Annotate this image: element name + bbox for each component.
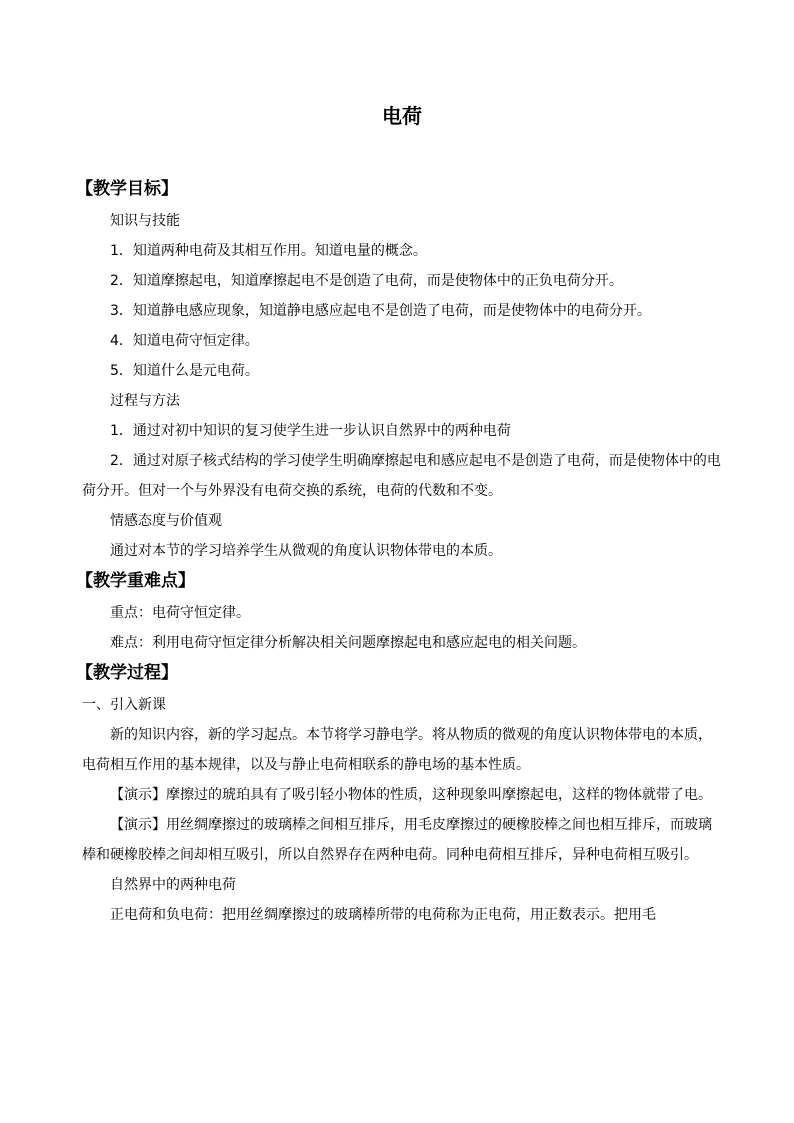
- section-heading-process: 【教学过程】: [76, 663, 178, 683]
- key-point-text: 重点：电荷守恒定律。: [110, 605, 250, 621]
- process-method-item: 1．通过对初中知识的复习使学生进一步认识自然界中的两种电荷: [110, 423, 511, 439]
- demo-text-2: 【演示】用丝绸摩擦过的玻璃棒之间相互排斥，用毛皮摩擦过的硬橡胶棒之间也相互排斥，而玻璃棒和硬橡胶棒之间却相互吸引，所以自然界存在两种电荷。同种电荷相互排斥，异种电荷相互吸引。: [82, 817, 712, 863]
- emotion-label: 情感态度与价值观: [110, 513, 222, 529]
- intro-text: 新的知识内容，新的学习起点。本节将学习静电学。将从物质的微观的角度认识物体带电的本质，电荷相互作用的基本规律，以及与静止电荷相联系的静电场的基本性质。: [82, 727, 712, 773]
- section-heading-objectives: 【教学目标】: [76, 179, 178, 199]
- difficulty-text: 难点：利用电荷守恒定律分析解决相关问题摩擦起电和感应起电的相关问题。: [110, 635, 586, 651]
- charge-text: 正电荷和负电荷：把用丝绸摩擦过的玻璃棒所带的电荷称为正电荷，用正数表示。把用毛: [110, 907, 656, 923]
- intro-label: 一、引入新课: [82, 697, 166, 713]
- knowledge-item: 3．知道静电感应现象，知道静电感应起电不是创造了电荷，而是使物体中的电荷分开。: [110, 303, 651, 319]
- knowledge-item: 5．知道什么是元电荷。: [110, 363, 259, 379]
- demo-text-1: 【演示】摩擦过的琥珀具有了吸引轻小物体的性质，这种现象叫摩擦起电，这样的物体就带了电。: [110, 787, 712, 803]
- knowledge-label: 知识与技能: [110, 213, 180, 229]
- document-content: [76, 98, 722, 930]
- knowledge-item: 1．知道两种电荷及其相互作用。知道电量的概念。: [110, 243, 427, 259]
- emotion-text: 通过对本节的学习培养学生从微观的角度认识物体带电的本质。: [110, 543, 502, 559]
- process-method-item: 2．通过对原子核式结构的学习使学生明确摩擦起电和感应起电不是创造了电荷，而是使物体中的电荷分开。但对一个与外界没有电荷交换的系统，电荷的代数和不变。: [82, 453, 721, 499]
- nature-label: 自然界中的两种电荷: [110, 877, 236, 893]
- knowledge-item: 2．知道摩擦起电，知道摩擦起电不是创造了电荷，而是使物体中的正负电荷分开。: [110, 273, 623, 289]
- process-method-label: 过程与方法: [110, 393, 180, 409]
- section-heading-key-points: 【教学重难点】: [76, 571, 195, 591]
- page-title: 电荷: [382, 104, 422, 128]
- knowledge-item: 4．知道电荷守恒定律。: [110, 333, 259, 349]
